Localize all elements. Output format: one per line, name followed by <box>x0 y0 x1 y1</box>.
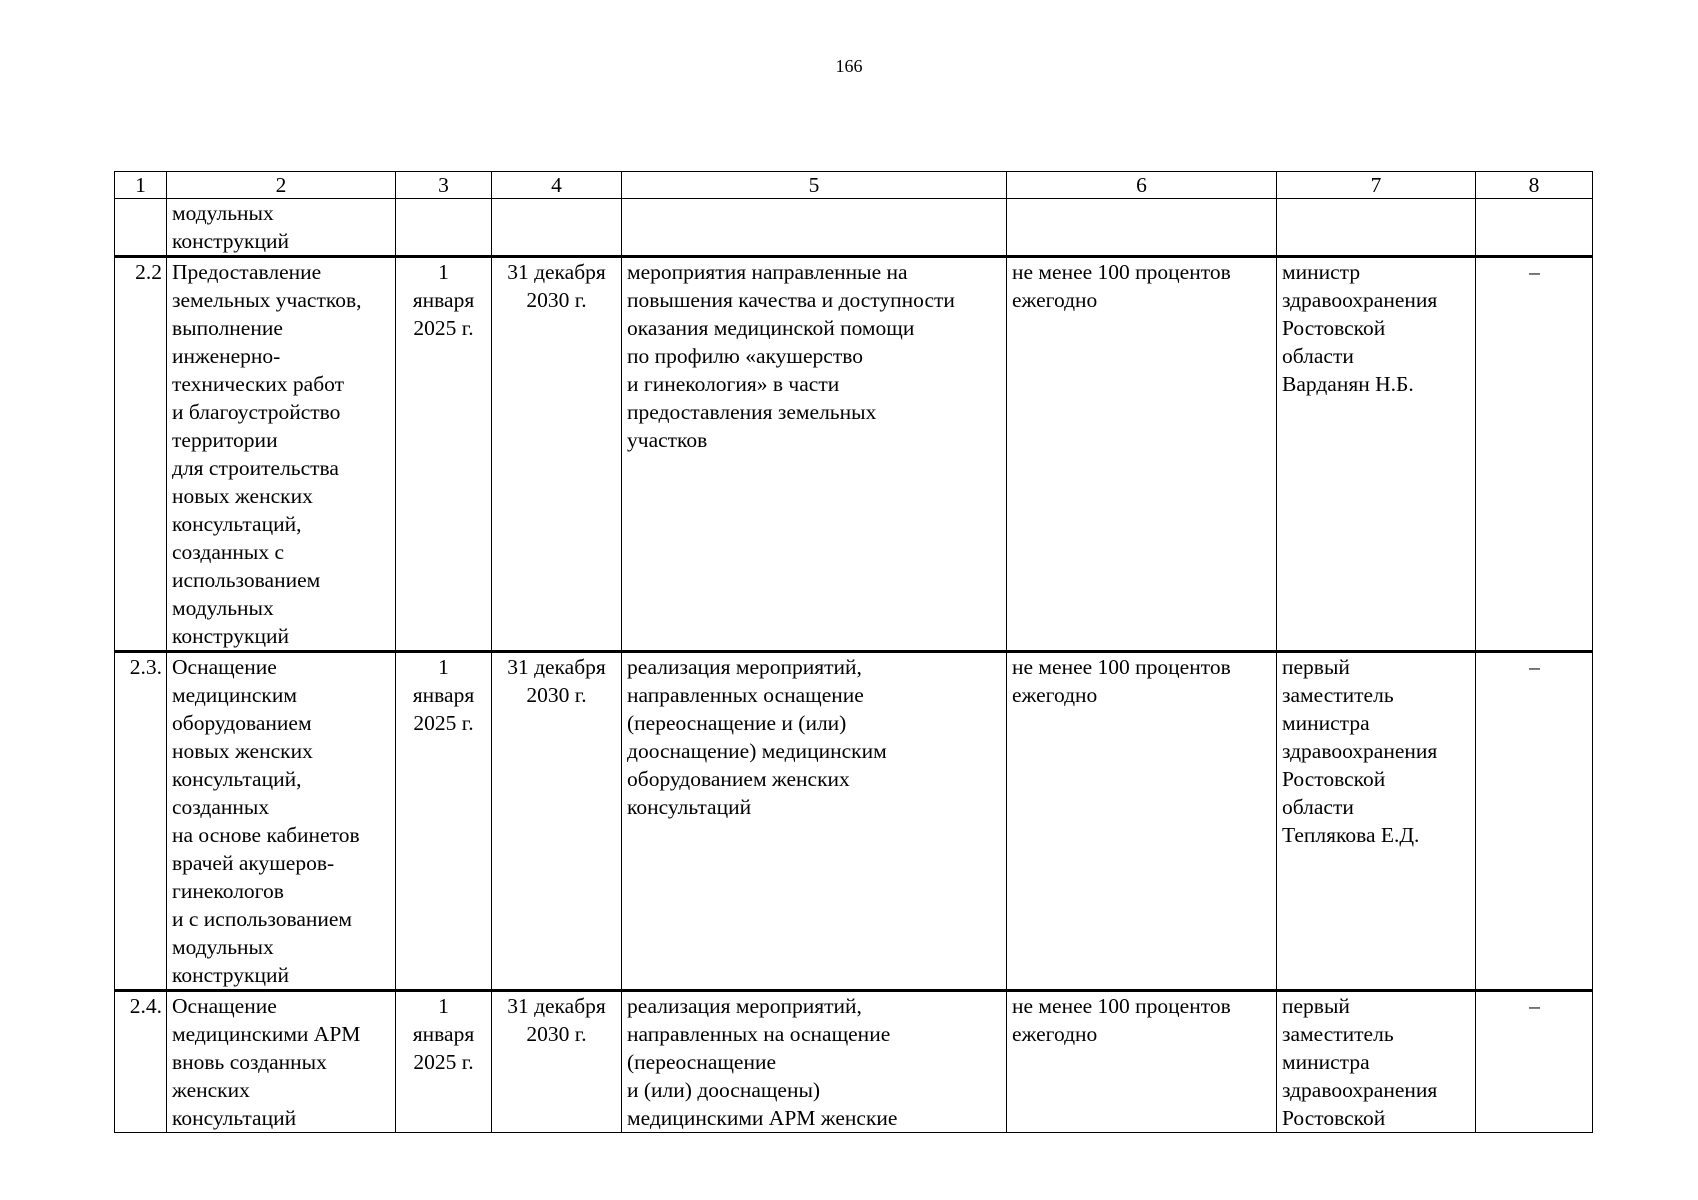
column-header-8: 8 <box>1476 172 1593 199</box>
activity-description <box>622 199 1007 257</box>
start-date <box>396 199 492 257</box>
responsible-person: министр здравоохранения Ростовской области Варданян Н.Б. <box>1277 257 1476 652</box>
activity-name: модульных конструкций <box>167 199 396 257</box>
activity-name: Оснащение медицинским оборудованием новых женских консультаций, созданных на основе кабинетов врачей акушеров- гинекологов и с использованием модульных конструкций <box>167 652 396 991</box>
note-cell: – <box>1476 257 1593 652</box>
column-header-2: 2 <box>167 172 396 199</box>
row-number: 2.3. <box>115 652 167 991</box>
note-cell: – <box>1476 991 1593 1133</box>
column-header-1: 1 <box>115 172 167 199</box>
activity-name: Оснащение медицинскими АРМ вновь созданных женских консультаций <box>167 991 396 1133</box>
end-date: 31 декабря 2030 г. <box>492 991 622 1133</box>
end-date: 31 декабря 2030 г. <box>492 652 622 991</box>
activity-description: реализация мероприятий, направленных на оснащение (переоснащение и (или) дооснащены) медицинскими АРМ женские <box>622 991 1007 1133</box>
table-header-row <box>115 172 1593 199</box>
responsible-person: первый заместитель министра здравоохранения Ростовской <box>1277 991 1476 1133</box>
indicator-value: не менее 100 процентов ежегодно <box>1007 652 1277 991</box>
activity-description: реализация мероприятий, направленных оснащение (переоснащение и (или) дооснащение) медицинским оборудованием женских консультаций <box>622 652 1007 991</box>
indicator-value: не менее 100 процентов ежегодно <box>1007 991 1277 1133</box>
start-date: 1 января 2025 г. <box>396 652 492 991</box>
row-number <box>115 199 167 257</box>
column-header-7: 7 <box>1277 172 1476 199</box>
column-header-5: 5 <box>622 172 1007 199</box>
table-row-2-3 <box>115 652 1593 991</box>
responsible-person <box>1277 199 1476 257</box>
note-cell <box>1476 199 1593 257</box>
note-cell: – <box>1476 652 1593 991</box>
column-header-4: 4 <box>492 172 622 199</box>
table-row-2-4 <box>115 991 1593 1133</box>
page-number: 166 <box>835 56 863 76</box>
end-date <box>492 199 622 257</box>
column-header-6: 6 <box>1007 172 1277 199</box>
column-header-3: 3 <box>396 172 492 199</box>
activity-description: мероприятия направленные на повышения качества и доступности оказания медицинской помощи по профилю «акушерство и гинекология» в части предоставления земельных участков <box>622 257 1007 652</box>
responsible-person: первый заместитель министра здравоохранения Ростовской области Теплякова Е.Д. <box>1277 652 1476 991</box>
row-number: 2.2 <box>115 257 167 652</box>
start-date: 1 января 2025 г. <box>396 991 492 1133</box>
row-number: 2.4. <box>115 991 167 1133</box>
table-row-2-2 <box>115 257 1593 652</box>
end-date: 31 декабря 2030 г. <box>492 257 622 652</box>
indicator-value <box>1007 199 1277 257</box>
table-row-continuation <box>115 199 1593 257</box>
activity-name: Предоставление земельных участков, выполнение инженерно- технических работ и благоустройство территории для строительства новых женских консультаций, созданных с использованием модульных конструкций <box>167 257 396 652</box>
indicator-value: не менее 100 процентов ежегодно <box>1007 257 1277 652</box>
start-date: 1 января 2025 г. <box>396 257 492 652</box>
activities-table <box>114 171 1593 1133</box>
